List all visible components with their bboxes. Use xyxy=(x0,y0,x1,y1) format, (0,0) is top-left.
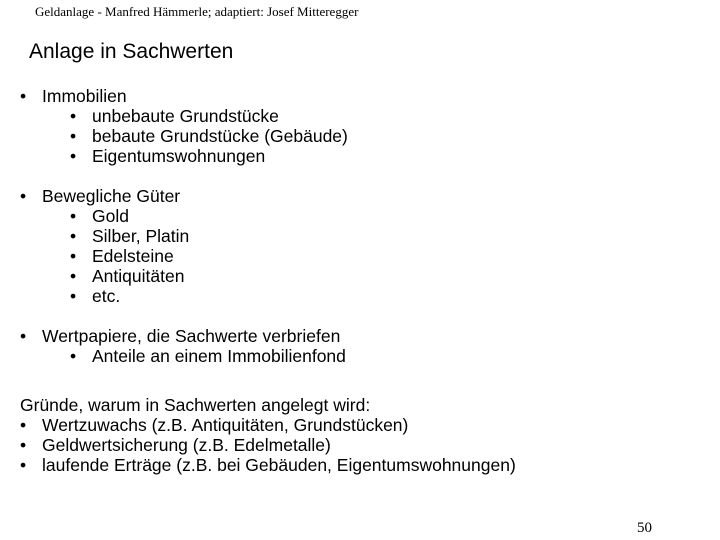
sub-item-label: bebaute Grundstücke (Gebäude) xyxy=(92,126,348,146)
sub-item-label: Gold xyxy=(92,206,129,226)
sub-item-label: Silber, Platin xyxy=(92,226,190,246)
list-item xyxy=(20,246,516,266)
list-item xyxy=(20,126,516,146)
bullet-icon: • xyxy=(20,326,27,346)
reasons-heading: Gründe, warum in Sachwerten angelegt wird: xyxy=(20,395,371,415)
bullet-icon: • xyxy=(20,186,27,206)
bullet-icon: • xyxy=(70,226,77,246)
list-item xyxy=(20,346,516,366)
slide-content xyxy=(20,86,516,475)
sub-item-label: Edelsteine xyxy=(92,246,174,266)
section-label: Wertpapiere, die Sachwerte verbriefen xyxy=(42,326,341,346)
bullet-icon: • xyxy=(70,346,77,366)
page-number: 50 xyxy=(637,520,652,536)
list-item xyxy=(20,146,516,166)
list-item xyxy=(20,286,516,306)
section-wertpapiere xyxy=(20,326,516,366)
bullet-icon: • xyxy=(20,415,27,435)
bullet-icon: • xyxy=(20,455,27,475)
bullet-icon: • xyxy=(70,106,77,126)
list-item xyxy=(20,415,516,435)
section-immobilien xyxy=(20,86,516,166)
sub-item-label: etc. xyxy=(92,286,121,306)
list-item xyxy=(20,326,516,346)
sub-item-label: Antiquitäten xyxy=(92,266,185,286)
sub-item-label: Anteile an einem Immobilienfond xyxy=(92,346,346,366)
reason-label: laufende Erträge (z.B. bei Gebäuden, Eigentumswohnungen) xyxy=(42,455,516,475)
sub-item-label: Eigentumswohnungen xyxy=(92,146,266,166)
slide-title: Anlage in Sachwerten xyxy=(29,40,234,63)
bullet-icon: • xyxy=(20,86,27,106)
section-bewegliche-gueter xyxy=(20,186,516,306)
list-item xyxy=(20,86,516,106)
spacer xyxy=(20,166,516,186)
section-label: Bewegliche Güter xyxy=(42,186,181,206)
reason-label: Wertzuwachs (z.B. Antiquitäten, Grundstücken) xyxy=(42,415,409,435)
bullet-icon: • xyxy=(70,146,77,166)
list-item xyxy=(20,186,516,206)
list-item xyxy=(20,206,516,226)
sub-item-label: unbebaute Grundstücke xyxy=(92,106,279,126)
spacer xyxy=(20,366,516,395)
spacer xyxy=(20,306,516,326)
bullet-icon: • xyxy=(70,126,77,146)
list-item xyxy=(20,435,516,455)
bullet-icon: • xyxy=(70,266,77,286)
bullet-icon: • xyxy=(70,246,77,266)
slide-header: Geldanlage - Manfred Hämmerle; adaptiert: Josef Mitteregger xyxy=(35,4,359,19)
list-item xyxy=(20,266,516,286)
list-item xyxy=(20,455,516,475)
reasons-block xyxy=(20,395,516,475)
list-item xyxy=(20,226,516,246)
list-item xyxy=(20,106,516,126)
section-label: Immobilien xyxy=(42,86,127,106)
bullet-icon: • xyxy=(70,286,77,306)
reason-label: Geldwertsicherung (z.B. Edelmetalle) xyxy=(42,435,331,455)
bullet-icon: • xyxy=(20,435,27,455)
bullet-icon: • xyxy=(70,206,77,226)
